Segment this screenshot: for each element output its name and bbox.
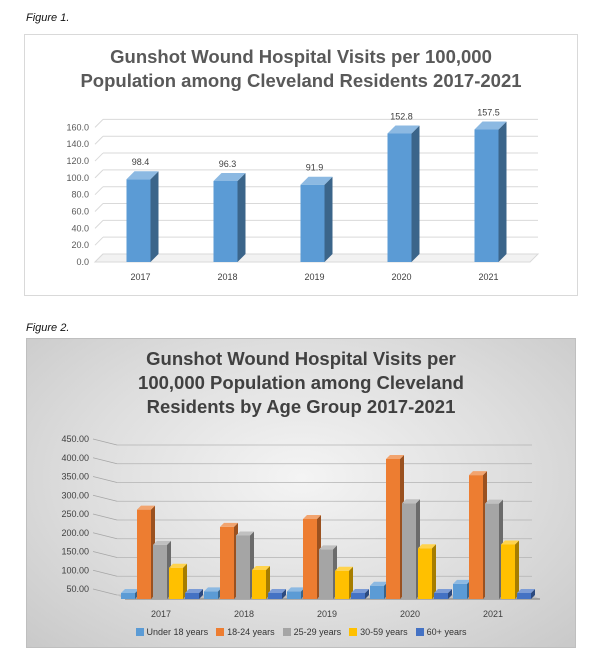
- bar-2020-18-24-years: [386, 455, 404, 599]
- figure-2-legend: [27, 627, 575, 637]
- bar-2020-25-29-years: [402, 499, 420, 599]
- bar-2020-30-59-years: [418, 544, 436, 599]
- legend-label: Under 18 years: [146, 627, 209, 637]
- legend-swatch: [216, 628, 224, 636]
- bar-2021-60-years: [517, 589, 535, 599]
- y-tick-label: 50.00: [66, 584, 89, 594]
- figure-2-title: Gunshot Wound Hospital Visits per 100,000 Population among Cleveland Residents by Age Group 2017-2021: [138, 348, 464, 417]
- y-tick-label: 450.00: [61, 434, 89, 444]
- bar-2019-60-years: [351, 589, 369, 599]
- data-label: 96.3: [218, 158, 237, 169]
- x-tick-label: 2021: [478, 272, 499, 282]
- bar-2018-30-59-years: [252, 566, 270, 599]
- y-tick-label: 20.0: [71, 240, 89, 251]
- bar-2021-25-29-years: [485, 500, 503, 599]
- bar-2019-30-59-years: [335, 567, 353, 599]
- y-tick-label: 80.0: [71, 189, 89, 200]
- figure-1-label: Figure 1.: [26, 12, 70, 24]
- legend-item: [349, 627, 408, 637]
- y-tick-label: 140.0: [66, 139, 89, 150]
- data-label: 152.8: [390, 111, 413, 122]
- bar-2018-under-18-years: [204, 587, 222, 599]
- bar-2020: [388, 125, 420, 262]
- legend-item: [136, 627, 209, 637]
- legend-label: 25-29 years: [293, 627, 342, 637]
- bar-2017-25-29-years: [153, 541, 171, 599]
- bar-2019-18-24-years: [303, 515, 321, 599]
- bar-2018-18-24-years: [220, 523, 238, 599]
- y-tick-label: 250.00: [61, 509, 89, 519]
- x-tick-label: 2019: [316, 609, 338, 619]
- y-tick-label: 300.00: [61, 490, 89, 501]
- bar-2021-under-18-years: [453, 580, 471, 599]
- figure-1-chart: [24, 34, 578, 296]
- y-tick-label: 60.0: [71, 206, 89, 217]
- x-tick-label: 2017: [130, 272, 151, 282]
- figure-2-label: Figure 2.: [26, 322, 70, 334]
- bar-2020-60-years: [434, 589, 452, 599]
- x-tick-label: 2021: [482, 609, 504, 619]
- legend-label: 18-24 years: [227, 627, 275, 637]
- legend-swatch: [416, 628, 424, 636]
- bar-2017: [127, 171, 159, 262]
- x-tick-label: 2017: [150, 609, 172, 619]
- bar-2018-60-years: [268, 589, 286, 599]
- data-label: 98.4: [131, 157, 150, 168]
- x-tick-label: 2020: [399, 609, 421, 619]
- y-tick-label: 150.00: [61, 546, 89, 557]
- y-tick-label: 400.00: [61, 452, 89, 463]
- y-tick-label: 100.00: [61, 565, 89, 576]
- x-tick-label: 2019: [304, 272, 325, 282]
- legend-item: [416, 627, 467, 637]
- bar-2019: [301, 177, 333, 262]
- y-tick-label: 40.0: [71, 223, 89, 234]
- legend-item: [283, 627, 342, 637]
- figure-2-plot: [27, 339, 577, 649]
- bar-2017-30-59-years: [169, 564, 187, 599]
- legend-item: [216, 627, 275, 637]
- legend-label: 60+ years: [426, 627, 467, 637]
- bar-2018-25-29-years: [236, 532, 254, 600]
- x-tick-label: 2018: [233, 609, 255, 619]
- y-tick-label: 350.00: [61, 471, 89, 482]
- y-tick-label: 0.0: [76, 257, 89, 267]
- bar-2021: [475, 122, 507, 262]
- bar-2018: [214, 173, 246, 262]
- bar-2021-18-24-years: [469, 471, 487, 599]
- legend-swatch: [136, 628, 144, 636]
- x-tick-label: 2020: [391, 272, 412, 282]
- y-tick-label: 160.0: [66, 122, 89, 133]
- legend-swatch: [283, 628, 291, 636]
- bar-2020-under-18-years: [370, 582, 388, 599]
- y-tick-label: 100.0: [66, 172, 89, 183]
- figure-1-title: Gunshot Wound Hospital Visits per 100,000 Population among Cleveland Residents 2017-2021: [80, 46, 522, 91]
- bar-2017-under-18-years: [121, 589, 139, 599]
- x-tick-label: 2018: [217, 272, 238, 282]
- figure-1-plot: [25, 35, 579, 297]
- legend-label: 30-59 years: [360, 627, 408, 637]
- bar-2017-60-years: [185, 589, 203, 599]
- bar-2017-18-24-years: [137, 506, 155, 599]
- data-label: 91.9: [305, 162, 324, 173]
- y-tick-label: 200.00: [61, 527, 89, 538]
- figure-2-chart: [26, 338, 576, 648]
- legend-swatch: [349, 628, 357, 636]
- bar-2019-under-18-years: [287, 587, 305, 599]
- data-label: 157.5: [477, 107, 500, 118]
- bar-2021-30-59-years: [501, 541, 519, 600]
- y-tick-label: 120.0: [66, 156, 89, 167]
- bar-2019-25-29-years: [319, 545, 337, 599]
